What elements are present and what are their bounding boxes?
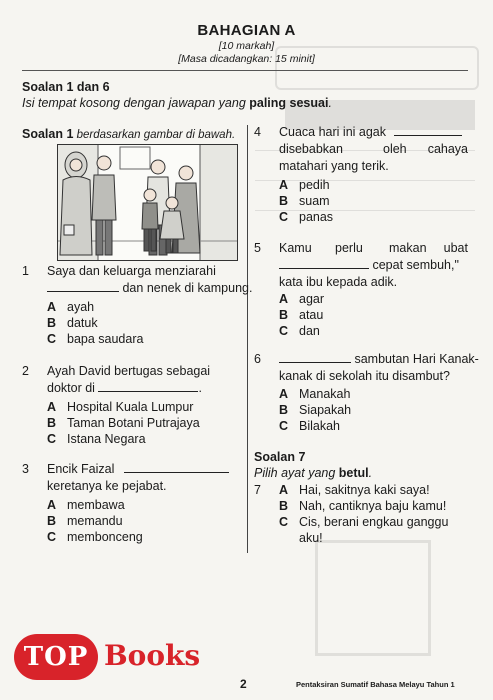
option-c[interactable]: C Istana Negara: [47, 432, 146, 446]
option-a[interactable]: A Hai, sakitnya kaki saya!: [279, 483, 430, 497]
option-a[interactable]: A Hospital Kuala Lumpur: [47, 400, 194, 414]
question-number: 2: [22, 364, 29, 378]
header-divider: [22, 70, 468, 71]
question-4: 4 Cuaca hari ini agak disebabkan oleh cahaya matahari yang terik. A pedih B suam C panas: [254, 125, 468, 224]
question-number: 7: [254, 483, 261, 497]
answer-blank[interactable]: [279, 258, 369, 269]
family-illustration-svg: [58, 145, 237, 260]
option-c[interactable]: C dan: [279, 324, 320, 338]
question-1: 1 Saya dan keluarga menziarahi dan nenek di kampung. A ayah B datuk C bapa saudara: [22, 264, 253, 346]
option-c[interactable]: C Bilakah: [279, 419, 340, 433]
page-number: 2: [240, 677, 247, 691]
question-number: 4: [254, 125, 261, 139]
option-b[interactable]: B Taman Botani Putrajaya: [47, 416, 200, 430]
section-heading: BAHAGIAN A: [197, 22, 296, 39]
section1-instruction: Isi tempat kosong dengan jawapan yang paling sesuai.: [22, 96, 332, 110]
watermark-books: Books: [104, 639, 201, 672]
time-label: [Masa dicadangkan: 15 minit]: [178, 53, 315, 65]
question-2: 2 Ayah David bertugas sebagai doktor di . A Hospital Kuala Lumpur B Taman Botani Putrajaya C Istana Negara: [22, 364, 211, 446]
question-number: 1: [22, 264, 29, 278]
option-a[interactable]: A ayah: [47, 300, 95, 314]
option-c[interactable]: C membonceng: [47, 530, 143, 544]
option-a[interactable]: A membawa: [47, 498, 125, 512]
option-a[interactable]: A pedih: [279, 178, 330, 192]
option-b[interactable]: B datuk: [47, 316, 98, 330]
question-number: 6: [254, 352, 261, 366]
watermark-top: TOP: [14, 634, 98, 680]
answer-blank[interactable]: [124, 462, 229, 473]
option-a[interactable]: A Manakah: [279, 387, 351, 401]
answer-blank[interactable]: [98, 381, 198, 392]
option-b[interactable]: B Nah, cantiknya baju kamu!: [279, 499, 447, 513]
question-3: 3 Encik Faizal keretanya ke pejabat. A membawa B memandu C membonceng: [22, 461, 242, 551]
question-number: 5: [254, 241, 261, 255]
answer-blank[interactable]: [279, 352, 351, 363]
series-footer: Pentaksiran Sumatif Bahasa Melayu Tahun 1: [296, 680, 455, 689]
option-c[interactable]: C bapa saudara: [47, 332, 144, 346]
option-a[interactable]: A agar: [279, 292, 325, 306]
option-c[interactable]: C panas: [279, 210, 334, 224]
option-b[interactable]: B atau: [279, 308, 324, 322]
option-b[interactable]: B Siapakah: [279, 403, 352, 417]
option-c[interactable]: C Cis, berani engkau ganggu: [279, 515, 449, 529]
picture-prompt: Soalan 1 berdasarkan gambar di bawah.: [22, 127, 236, 141]
question-6: 6 sambutan Hari Kanak- kanak di sekolah itu disambut? A Manakah B Siapakah C Bilakah: [254, 352, 479, 433]
section1-title: Soalan 1 dan 6: [22, 80, 110, 94]
question-5: 5 Kamu perlu makan ubat cepat sembuh," kata ibu kepada adik. A agar B atau C dan: [254, 241, 468, 338]
option-b[interactable]: B suam: [279, 194, 330, 208]
option-c-continuation: aku!: [299, 531, 323, 545]
section2-instruction: Pilih ayat yang betul.: [254, 466, 373, 480]
column-divider: [247, 125, 248, 553]
family-visit-illustration: [57, 144, 238, 261]
question-7: [254, 482, 470, 552]
answer-blank[interactable]: [47, 281, 119, 292]
section2-title: Soalan 7: [254, 450, 306, 464]
answer-blank[interactable]: [394, 125, 462, 136]
topbooks-watermark-logo: [14, 632, 201, 684]
option-b[interactable]: B memandu: [47, 514, 123, 528]
marks-label: [10 markah]: [218, 40, 275, 52]
question-number: 3: [22, 462, 29, 476]
